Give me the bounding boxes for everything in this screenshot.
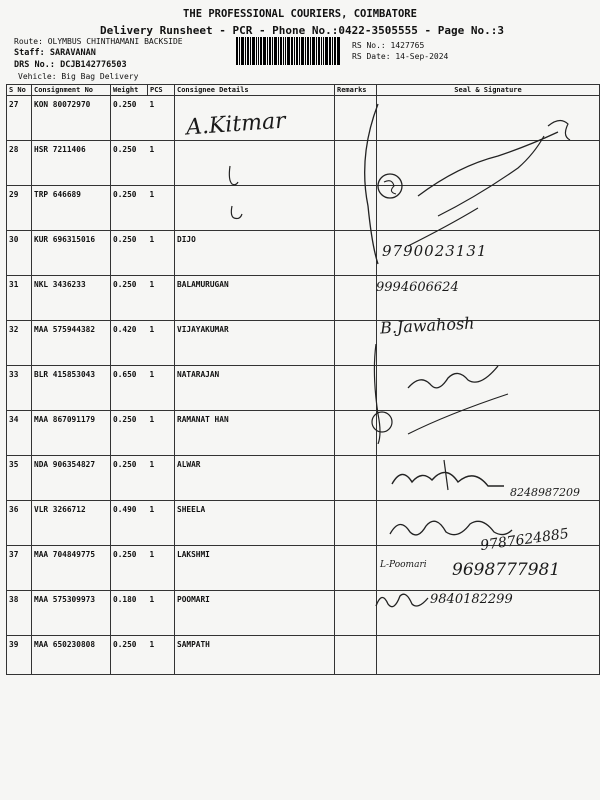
row-pcs: 1 (148, 636, 175, 675)
row-pcs: 1 (148, 231, 175, 276)
row-weight: 0.250 (111, 456, 148, 501)
row-sno: 39 (7, 636, 32, 675)
row-signature (377, 636, 600, 675)
row-signature (377, 366, 600, 411)
row-remarks (335, 411, 377, 456)
col-remarks: Remarks (335, 85, 377, 96)
row-pcs: 1 (148, 321, 175, 366)
row-remarks (335, 141, 377, 186)
row-signature (377, 546, 600, 591)
row-signature (377, 456, 600, 501)
col-consignee: Consignee Details (175, 85, 335, 96)
row-remarks (335, 456, 377, 501)
table-row (7, 141, 600, 186)
rs-no (352, 41, 424, 50)
row-consignee: NATARAJAN (175, 366, 335, 411)
row-sno: 37 (7, 546, 32, 591)
row-sno: 36 (7, 501, 32, 546)
rs-no-label: RS No.: (352, 41, 386, 50)
table-row (7, 411, 600, 456)
row-signature (377, 141, 600, 186)
route-line (14, 37, 183, 46)
row-sno: 38 (7, 591, 32, 636)
row-sno: 28 (7, 141, 32, 186)
row-signature (377, 186, 600, 231)
vehicle-label: Vehicle: (18, 72, 57, 81)
table-row (7, 96, 600, 141)
row-consignment: NKL 3436233 (32, 276, 111, 321)
row-pcs: 1 (148, 591, 175, 636)
row-remarks (335, 276, 377, 321)
row-sno: 33 (7, 366, 32, 411)
row-pcs: 1 (148, 366, 175, 411)
route-value: OLYMBUS CHINTHAMANI BACKSIDE (47, 37, 183, 46)
staff-value: SARAVANAN (49, 48, 96, 58)
row-consignment: TRP 646689 (32, 186, 111, 231)
row-consignment: MAA 704849775 (32, 546, 111, 591)
table-header (7, 85, 600, 96)
row-sno: 35 (7, 456, 32, 501)
row-pcs: 1 (148, 276, 175, 321)
route-label: Route: (14, 37, 43, 46)
row-pcs: 1 (148, 411, 175, 456)
vehicle-value: Big Bag Delivery (61, 72, 139, 81)
handwritten-phone-6: 9698777981 (452, 560, 561, 580)
col-pcs: PCS (148, 85, 175, 96)
row-remarks (335, 321, 377, 366)
runsheet-table (6, 84, 600, 675)
rs-date-label: RS Date: (352, 52, 391, 61)
row-sno: 30 (7, 231, 32, 276)
row-pcs: 1 (148, 501, 175, 546)
row-sno: 34 (7, 411, 32, 456)
table-row (7, 501, 600, 546)
table-row (7, 186, 600, 231)
row-signature (377, 276, 600, 321)
row-consignment: MAA 650230808 (32, 636, 111, 675)
row-signature (377, 591, 600, 636)
col-weight: Weight (111, 85, 148, 96)
row-consignee: DIJO (175, 231, 335, 276)
drs-label: DRS No.: (14, 60, 55, 70)
row-signature (377, 501, 600, 546)
staff-line (14, 48, 96, 58)
row-consignee: VIJAYAKUMAR (175, 321, 335, 366)
row-weight: 0.250 (111, 546, 148, 591)
row-consignment: MAA 867091179 (32, 411, 111, 456)
row-remarks (335, 636, 377, 675)
table-row (7, 591, 600, 636)
row-consignee (175, 186, 335, 231)
handwritten-phone-5: 9787624885 (479, 525, 570, 555)
rs-date-value: 14-Sep-2024 (395, 52, 449, 61)
row-consignee: ALWAR (175, 456, 335, 501)
row-weight: 0.250 (111, 141, 148, 186)
handwritten-sign-row33: B.Jawahosh (379, 313, 475, 338)
row-weight: 0.250 (111, 411, 148, 456)
handwritten-phone-4: 8248987209 (510, 486, 580, 499)
row-pcs: 1 (148, 456, 175, 501)
row-weight: 0.250 (111, 186, 148, 231)
row-consignment: BLR 415853043 (32, 366, 111, 411)
row-remarks (335, 96, 377, 141)
handwritten-phone-2: 9994606624 (376, 280, 459, 295)
row-weight: 0.650 (111, 366, 148, 411)
row-consignment: VLR 3266712 (32, 501, 111, 546)
row-remarks (335, 186, 377, 231)
row-sno: 29 (7, 186, 32, 231)
row-remarks (335, 231, 377, 276)
barcode (236, 37, 340, 65)
row-consignment: HSR 7211406 (32, 141, 111, 186)
company-name: THE PROFESSIONAL COURIERS, COIMBATORE (183, 8, 417, 20)
table-row (7, 231, 600, 276)
row-consignment: MAA 575944382 (32, 321, 111, 366)
row-weight: 0.420 (111, 321, 148, 366)
handwritten-phone-7: 9840182299 (430, 592, 513, 607)
row-consignee (175, 96, 335, 141)
row-remarks (335, 546, 377, 591)
col-seal: Seal & Signature (377, 85, 600, 96)
row-weight: 0.180 (111, 591, 148, 636)
row-weight: 0.250 (111, 96, 148, 141)
rs-date (352, 52, 448, 61)
table-row (7, 456, 600, 501)
table-row (7, 366, 600, 411)
staff-label: Staff: (14, 48, 45, 58)
drs-line (14, 60, 127, 70)
row-consignment: MAA 575309973 (32, 591, 111, 636)
row-consignee: BALAMURUGAN (175, 276, 335, 321)
row-consignment: NDA 906354827 (32, 456, 111, 501)
row-weight: 0.250 (111, 231, 148, 276)
row-sno: 32 (7, 321, 32, 366)
row-weight: 0.490 (111, 501, 148, 546)
row-sno: 27 (7, 96, 32, 141)
row-pcs: 1 (148, 141, 175, 186)
row-signature (377, 321, 600, 366)
row-consignee (175, 141, 335, 186)
runsheet-title: Delivery Runsheet - PCR - Phone No.:0422-3505555 - Page No.:3 (100, 24, 504, 37)
table-row (7, 276, 600, 321)
row-weight: 0.250 (111, 636, 148, 675)
row-signature (377, 231, 600, 276)
row-pcs: 1 (148, 186, 175, 231)
handwritten-name-row27: A.Kitmar (185, 108, 287, 141)
row-pcs: 1 (148, 96, 175, 141)
row-signature (377, 411, 600, 456)
table-row (7, 636, 600, 675)
handwritten-phone-1: 9790023131 (382, 242, 488, 260)
row-consignee: POOMARI (175, 591, 335, 636)
row-remarks (335, 366, 377, 411)
rs-no-value: 1427765 (390, 41, 425, 50)
row-consignee: LAKSHMI (175, 546, 335, 591)
row-consignee: SHEELA (175, 501, 335, 546)
drs-value: DCJB142776503 (60, 60, 127, 70)
vehicle-line (18, 72, 138, 81)
table-row (7, 546, 600, 591)
row-signature (377, 96, 600, 141)
row-consignment: KUR 696315016 (32, 231, 111, 276)
handwritten-poomari: L-Poomari (380, 560, 427, 570)
row-consignment: KON 80072970 (32, 96, 111, 141)
row-weight: 0.250 (111, 276, 148, 321)
row-consignee: SAMPATH (175, 636, 335, 675)
row-sno: 31 (7, 276, 32, 321)
row-remarks (335, 591, 377, 636)
col-sno: S No (7, 85, 32, 96)
col-consignment: Consignment No (32, 85, 111, 96)
row-pcs: 1 (148, 546, 175, 591)
row-consignee: RAMANAT HAN (175, 411, 335, 456)
table-row (7, 321, 600, 366)
row-remarks (335, 501, 377, 546)
